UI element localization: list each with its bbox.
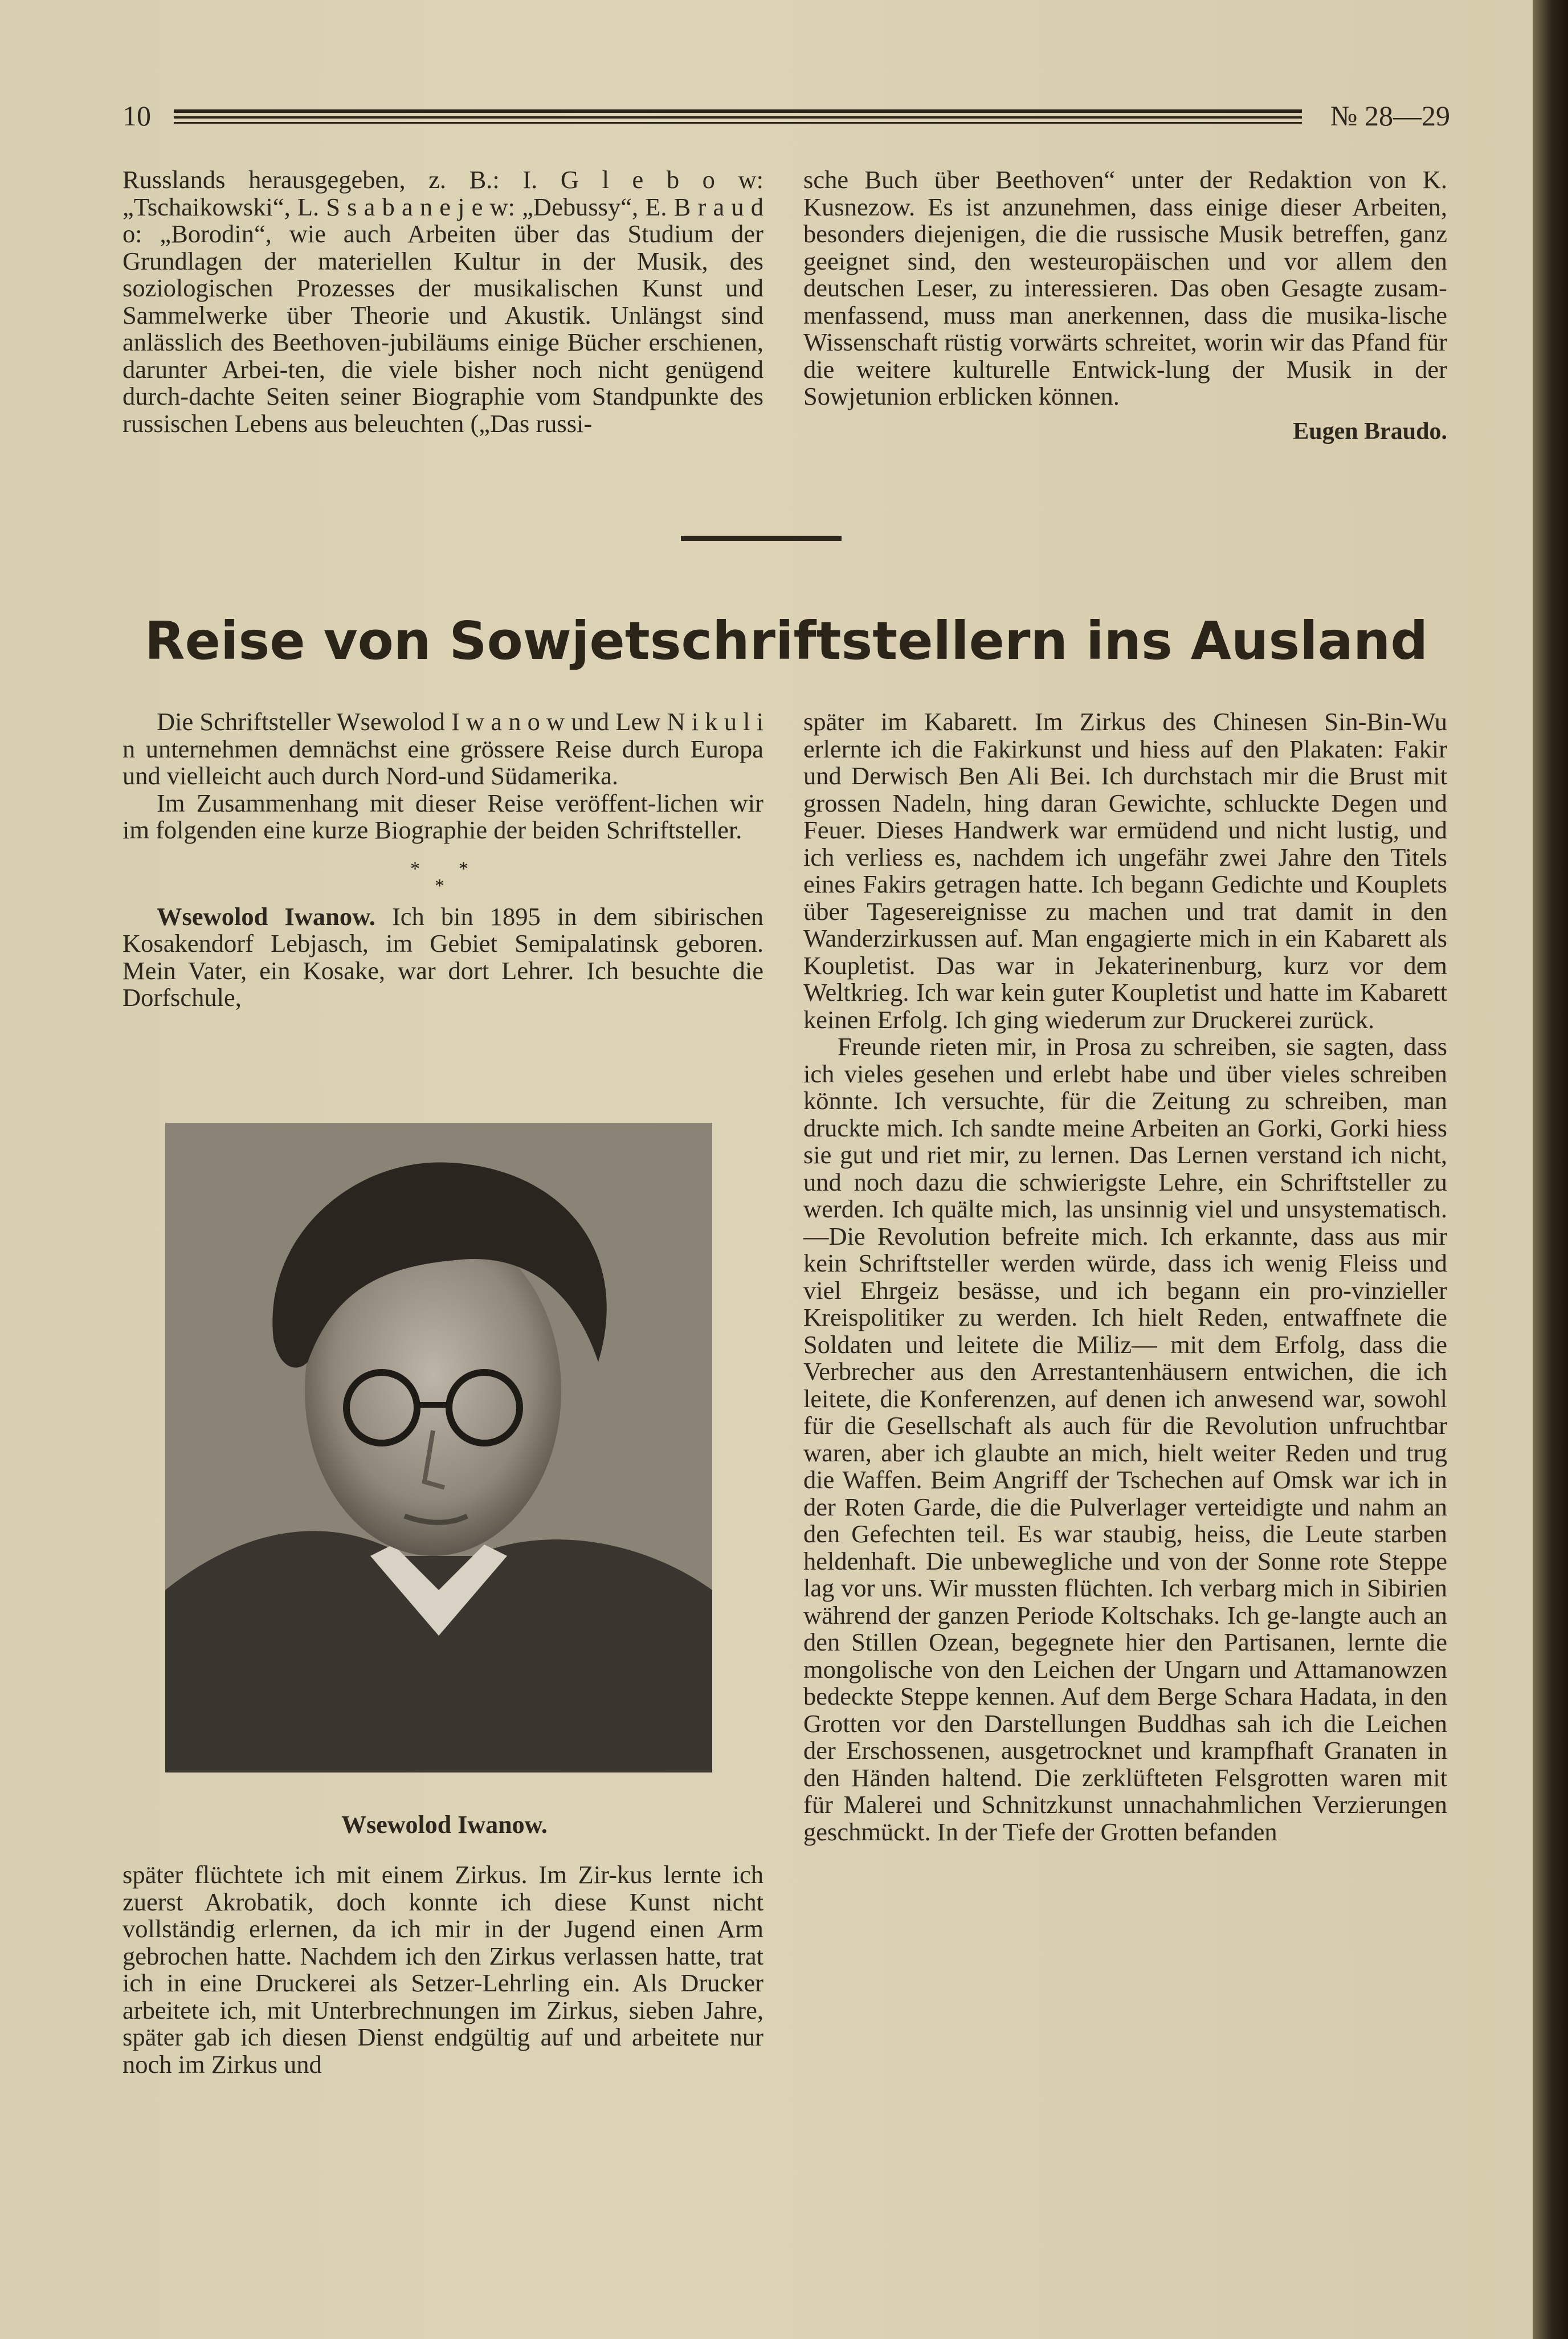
page-header — [122, 96, 1450, 136]
bio-lead-text: Ich bin 1895 in dem sibirischen Kosakendorf Lebjasch, im Gebiet Semipalatinsk geboren. Mein Vater, ein Kosake, war dort Lehrer. Ich besuchte die Dorfschule, — [122, 902, 764, 1012]
paragraph: Im Zusammenhang mit dieser Reise veröffent-lichen wir im folgenden eine kurze Biographie der beiden Schriftsteller. — [122, 788, 763, 844]
photo-caption: Wsewolod Iwanow. — [341, 1811, 548, 1839]
article-headline: Reise von Sowjetschriftstellern ins Ausland — [144, 610, 1428, 671]
section-ornament: * * * — [410, 858, 468, 897]
paragraph: später im Kabarett. Im Zirkus des Chinesen Sin-Bin-Wu erlernte ich die Fakirkunst und hiess auf den Plakaten: Fakir und Derwisch Ben Ali Bei. Ich durchstach mir die Brust mit grossen Nadeln, hing daran Gewichte, schluckte Degen und Feuer. Dieses Handwerk war ermüdend und nicht lustig, und ich verliess es, nachdem ich ungefähr zwei Jahre den Titels eines Fakirs getragen hatte. Ich begann Gedichte und Kouplets über Tagesereignisse zu machen und trat damit in den Wanderzirkussen auf. Man engagierte mich in ein Kabarett als Koupletist. Das war in Jekaterinenburg, kurz vor dem Weltkrieg. Ich war kein guter Koupletist und hatte im Kabarett keinen Erfolg. Ich ging wiederum zur Druckerei zurück. — [803, 707, 1447, 1034]
issue-number: № 28—29 — [1330, 100, 1450, 132]
intro-left-column — [122, 166, 763, 437]
section-divider — [681, 536, 842, 541]
page-number: 10 — [122, 100, 151, 132]
paragraph: später flüchtete ich mit einem Zirkus. Im Zir-kus lernte ich zuerst Akrobatik, doch konnte ich diese Kunst nicht vollständig erlernen, da ich mir in der Jugend einen Arm gebrochen hatte. Nachdem ich den Zirkus verlassen hatte, trat ich in eine Druckerei als Setzer-Lehrling ein. Als Drucker arbeitete ich, mit Unterbrechnungen im Zirkus, sieben Jahre, später gab ich diesen Dienst endgültig auf und arbeitete nur noch im Zirkus und — [122, 1860, 763, 2079]
bio-lead-paragraph — [122, 903, 763, 1012]
article-left-bottom-column — [122, 1861, 763, 2078]
paragraph: sche Buch über Beethoven“ unter der Redaktion von K. Kusnezow. Es ist anzunehmen, dass einige dieser Arbeiten, besonders diejenigen, die die russische Musik betreffen, ganz geeignet sind, den westeuropäischen und vor allem den deutschen Leser, zu interessieren. Das oben Gesagte zusam-menfassend, muss man anerkennen, dass die musika-lische Wissenschaft rüstig vorwärts schreitet, worin wir das Pfand für die weitere kulturelle Entwick-lung der Musik in der Sowjetunion erblicken können. — [803, 165, 1447, 410]
paragraph: Freunde rieten mir, in Prosa zu schreiben, sie sagten, dass ich vieles gesehen und erlebt habe und über vieles schreiben könnte. Ich versuchte, für die Zeitung zu schreiben, man druckte mich. Ich sandte meine Arbeiten an Gorki, Gorki hiess sie gut und riet mir, zu lernen. Das Lernen verstand ich nicht, und noch dazu die schwierigste Lehre, ein Schriftsteller zu werden. Ich quälte mich, las unsinnig viel und unsystematisch.—Die Revolution befreite mich. Ich erkannte, dass aus mir kein Schriftsteller werden würde, dass ich wenig Fleiss und viel Ehrgeiz besässe, und ich begann ein pro-vinzieller Kreispolitiker zu werden. Ich hielt Reden, entwaffnete die Soldaten und leitete die Miliz— mit dem Erfolg, dass die Verbrecher aus den Arrestantenhäusern entwichen, die ich leitete, die Konferenzen, auf denen ich anwesend war, sowohl für die Gesellschaft als auch für die Revolution unfruchtbar waren, aber ich glaubte an mich, hielt weiter Reden und trug die Waffen. Beim Angriff der Tschechen auf Omsk war ich in der Roten Garde, die die Pulverlager verteidigte und nahm an den Gefechten teil. Es war staubig, heiss, die Leute starben heldenhaft. Die unbewegliche und von der Sonne rote Steppe lag vor uns. Wir mussten flüchten. Ich verbarg mich in Sibirien während der ganzen Periode Koltschaks. Ich ge-langte auch an den Stillen Ozean, begegnete hier den Partisanen, lernte die mongolische von den Leichen der Ungarn und Attamanowzen bedeckte Steppe kennen. Auf dem Berge Schara Hadata, in den Grotten vor den Darstellungen Buddhas sah ich die Leichen der Erschossenen, ausgetrocknet und krampfhaft Granaten in den Händen haltend. Die zerklüfteten Felsgrotten waren mit für Malerei und Schnitzkunst unnachahmlichen Verzierungen geschmückt. In der Tiefe der Grotten befanden — [803, 1032, 1447, 1846]
author-signature: Eugen Braudo. — [1293, 418, 1447, 445]
bio-lead-name: Wsewolod Iwanow. — [157, 902, 375, 931]
paragraph: Die Schriftsteller Wsewolod I w a n o w und Lew N i k u l i n unternehmen demnächst eine grössere Reise durch Europa und vielleicht auch durch Nord-und Südamerika. — [122, 707, 763, 790]
paragraph: Russlands herausgegeben, z. B.: I. G l e b o w: „Tschaikowski“, L. S s a b a n e j e w: „Debussy“, E. B r a u d o: „Borodin“, wie auch Arbeiten über das Studium der Grundlagen der materiellen Kultur in der Musik, des soziologischen Prozesses der musikalischen Kunst und Sammelwerke über Theorie und Akustik. Unlängst sind anlässlich des Beethoven-jubiläums einige Bücher erschienen, darunter Arbei-ten, die viele bisher noch nicht genügend durch-dachte Seiten seiner Biographie vom Standpunkte des russischen Lebens aus beleuchten („Das russi- — [122, 165, 763, 438]
portrait-photo — [165, 1123, 712, 1772]
article-left-top-column — [122, 708, 763, 1012]
header-rule — [174, 107, 1302, 127]
article-right-column — [803, 708, 1447, 1845]
page-edge-shadow — [1533, 0, 1568, 2339]
intro-right-column — [803, 166, 1447, 445]
